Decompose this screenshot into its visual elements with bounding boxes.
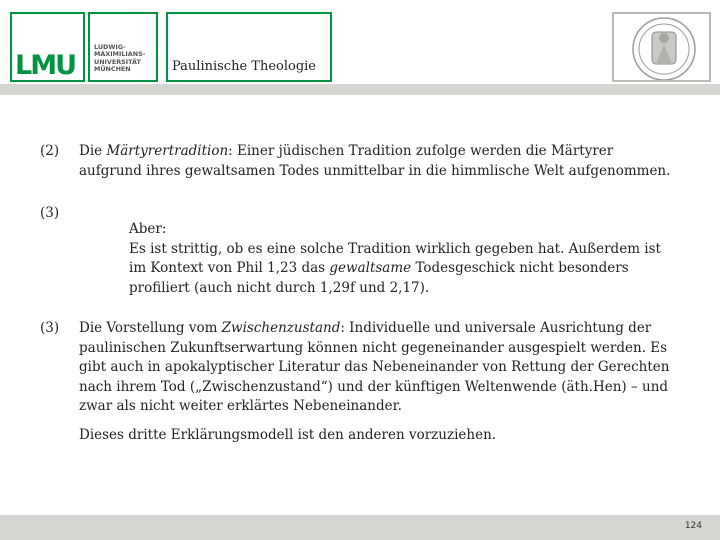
university-line-3: UNIVERSITÄT: [94, 57, 141, 66]
paragraph-objection: [129, 220, 669, 298]
text-span: : Einer jüdischen Tradition zufolge werden die Märtyrer aufgrund ihres gewaltsamen Todes unmittelbar in die himmlische Welt aufgenommen.: [79, 143, 671, 179]
university-name-box: [88, 12, 158, 82]
university-line-2: MAXIMILIANS-: [94, 50, 146, 59]
emphasis-term: gewaltsame: [329, 260, 412, 276]
title-box: [166, 12, 332, 82]
item-number: (2): [40, 143, 60, 159]
paragraph-intermediate-state: [79, 319, 679, 417]
objection-heading: Aber:: [129, 221, 167, 237]
header-band: [0, 84, 720, 95]
university-name: [94, 44, 145, 74]
lmu-logo: [10, 12, 85, 82]
lmu-logo-text: LMU: [15, 50, 75, 81]
text-span: Es ist strittig, ob es eine solche Tradition wirklich gegeben hat. Außerdem ist im Kontext von Phil 1,23 das: [129, 240, 661, 276]
page-number: 124: [684, 521, 702, 531]
text-span: Die: [79, 143, 107, 159]
item-number: (3): [40, 320, 60, 336]
slide-content: [0, 95, 720, 515]
slide-header: [0, 0, 720, 95]
slide-title: Paulinische Theologie: [172, 59, 317, 74]
paragraph-martyr-tradition: [79, 142, 679, 181]
text-span: Die Vorstellung vom: [79, 320, 222, 336]
university-seal-icon: [612, 12, 711, 82]
paragraph-conclusion: Dieses dritte Erklärungsmodell ist den anderen vorzuziehen.: [79, 427, 497, 443]
text-span: : Individuelle und universale Ausrichtung der paulinischen Zukunftserwartung können nicht gegeneinander ausgespielt werden. Es gibt auch in apokalyptischer Literatur das Nebeneinander von Rettung der Gerechten nach ihrem Tod („Zwischenzustand“) und der künftigen Weltenwende (äth.Hen) – und zwar als nicht weiter erklärtes Nebeneinander.: [79, 320, 670, 414]
emphasis-term: Zwischenzustand: [221, 320, 341, 336]
emphasis-term: Märtyrertradition: [106, 143, 229, 159]
text-span: Todesgeschick nicht besonders profiliert (auch nicht durch 1,29f und 2,17).: [129, 260, 629, 296]
item-number: (3): [40, 205, 60, 221]
university-line-4: MÜNCHEN: [94, 65, 131, 74]
slide-footer: [0, 515, 720, 540]
university-line-1: LUDWIG-: [94, 43, 126, 51]
